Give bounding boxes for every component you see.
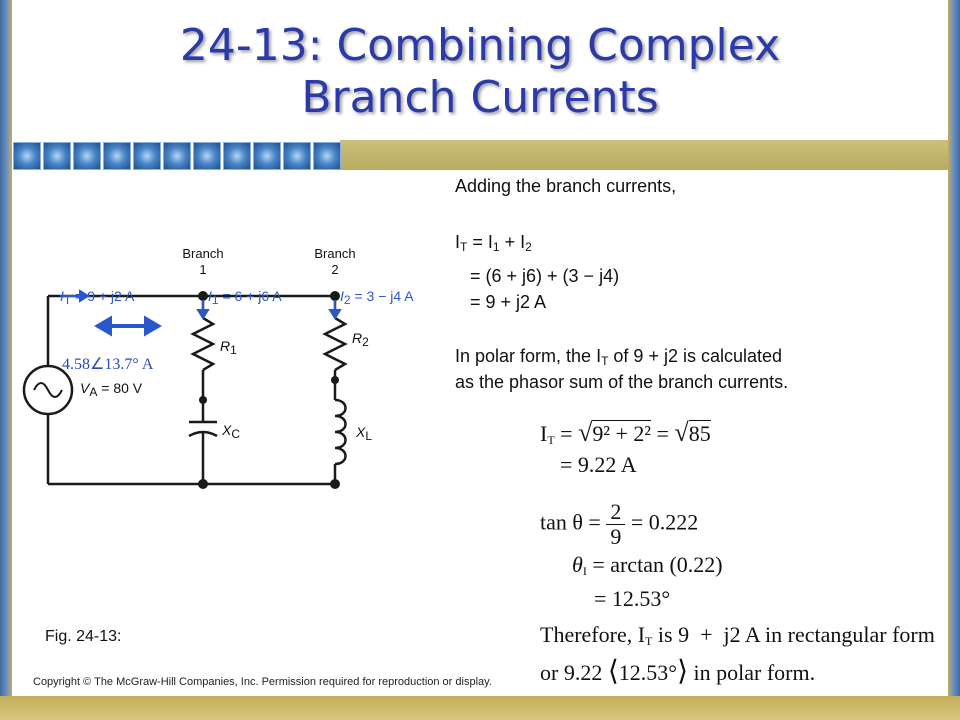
decor-square: [103, 142, 131, 170]
decor-square: [13, 142, 41, 170]
r2-label: $R_2$: [352, 330, 369, 349]
decor-square: [193, 142, 221, 170]
decor-square: [283, 142, 311, 170]
equation-line-3: = 9 + j2 A: [455, 292, 547, 312]
i1-current-label: $I_1 = 6 + j6$ A: [208, 288, 282, 307]
title-line-1: 24-13: Combining Complex: [179, 20, 781, 71]
tan-equation: tan θ = $\frac{2}{9}$ = 0.222: [540, 499, 699, 549]
slide-title: [20, 20, 940, 124]
decor-square: [43, 142, 71, 170]
decor-square: [133, 142, 161, 170]
right-border: [948, 0, 960, 720]
decorative-squares: [12, 140, 342, 170]
intro-text: Adding the branch currents,: [455, 176, 677, 196]
title-underline-bar: [340, 140, 948, 170]
i2-current-label: $I_2 = 3 - j4$ A: [340, 288, 414, 307]
theta-result: = 12.53°: [594, 586, 671, 611]
decor-square: [163, 142, 191, 170]
r1-label: $R_1$: [220, 338, 237, 357]
polar-form-line: or 9.22 ⟨12.53°⟩ in polar form.: [540, 656, 816, 687]
decor-square: [73, 142, 101, 170]
title-line-2: Branch Currents: [301, 72, 659, 123]
inductor-xl: [335, 400, 346, 464]
polar-text-line-2: as the phasor sum of the branch currents.: [455, 372, 789, 392]
polar-current-annotation: 4.58∠13.7° A: [62, 356, 154, 373]
decor-square: [223, 142, 251, 170]
decor-square: [253, 142, 281, 170]
therefore-line: Therefore, $I_T$ is 9 + j2 A in rectangular form: [540, 622, 935, 648]
theta-equation: $\theta_I = \arctan (0.22)$: [572, 552, 723, 578]
top-border: [0, 0, 960, 8]
it-current-label: $I_T = 9 + j2$ A: [60, 288, 135, 307]
resistor-r2: [325, 318, 345, 370]
equation-line-2: = (6 + j6) + (3 − j4): [455, 266, 620, 286]
branch-2-label: Branch 2: [314, 246, 356, 277]
xl-label: $X_L$: [356, 424, 373, 443]
bottom-border: [0, 696, 960, 720]
magnitude-result: = 9.22 A: [560, 452, 637, 477]
figure-label: Fig. 24-13:: [45, 628, 122, 645]
copyright-notice: Copyright © The McGraw-Hill Companies, Inc. Permission required for reproduction or display.: [33, 676, 492, 688]
polar-text-line-1: In polar form, the $I_T$ of 9 + j2 is calculated: [455, 346, 783, 368]
decor-square: [313, 142, 341, 170]
xc-label: $X_C$: [222, 422, 241, 441]
resistor-r1: [193, 318, 213, 370]
magnitude-equation: $I_T = √9^2 + 2^2 = √85$: [540, 418, 711, 447]
equation-line-1: $I_T = I_1 + I_2$: [455, 232, 532, 254]
branch-1-label: Branch 1: [182, 246, 224, 277]
va-label: $V_A = 80$ V: [80, 380, 143, 399]
